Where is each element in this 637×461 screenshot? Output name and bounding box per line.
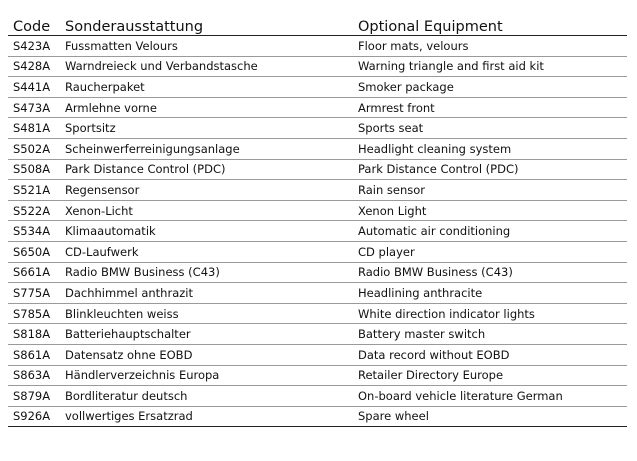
table-row [8,303,627,324]
cell-german: Datensatz ohne EOBD [60,344,353,365]
cell-code: S441A [8,77,60,98]
cell-german: Radio BMW Business (C43) [60,262,353,283]
table-row [8,97,627,118]
table-row [8,365,627,386]
cell-german: Raucherpaket [60,77,353,98]
cell-code: S661A [8,262,60,283]
table-row [8,56,627,77]
cell-english: Headlining anthracite [353,283,627,304]
table-row [8,180,627,201]
cell-code: S879A [8,386,60,407]
cell-english: White direction indicator lights [353,303,627,324]
cell-english: Battery master switch [353,324,627,345]
cell-english: Spare wheel [353,406,627,427]
cell-german: Bordliteratur deutsch [60,386,353,407]
table-row [8,386,627,407]
cell-english: Warning triangle and first aid kit [353,56,627,77]
cell-german: Warndreieck und Verbandstasche [60,56,353,77]
cell-german: Händlerverzeichnis Europa [60,365,353,386]
cell-german: Sportsitz [60,118,353,139]
table-row [8,262,627,283]
cell-code: S521A [8,180,60,201]
cell-code: S508A [8,159,60,180]
cell-german: Regensensor [60,180,353,201]
cell-english: CD player [353,241,627,262]
cell-german: Fussmatten Velours [60,36,353,57]
cell-english: Armrest front [353,97,627,118]
cell-english: Automatic air conditioning [353,221,627,242]
cell-code: S423A [8,36,60,57]
cell-english: Rain sensor [353,180,627,201]
cell-english: Sports seat [353,118,627,139]
cell-english: Retailer Directory Europe [353,365,627,386]
cell-code: S785A [8,303,60,324]
cell-code: S861A [8,344,60,365]
cell-german: Blinkleuchten weiss [60,303,353,324]
cell-english: Data record without EOBD [353,344,627,365]
cell-german: Armlehne vorne [60,97,353,118]
cell-code: S428A [8,56,60,77]
cell-german: Klimaautomatik [60,221,353,242]
cell-german: Scheinwerferreinigungsanlage [60,138,353,159]
cell-english: Floor mats, velours [353,36,627,57]
header-english: Optional Equipment [353,14,627,36]
cell-english: Smoker package [353,77,627,98]
cell-code: S481A [8,118,60,139]
cell-german: Xenon-Licht [60,200,353,221]
header-code: Code [8,14,60,36]
cell-german: Park Distance Control (PDC) [60,159,353,180]
table-row [8,324,627,345]
cell-code: S473A [8,97,60,118]
header-german: Sonderausstattung [60,14,353,36]
equipment-table [8,14,627,427]
cell-code: S818A [8,324,60,345]
cell-german: vollwertiges Ersatzrad [60,406,353,427]
table-row [8,200,627,221]
table-row [8,77,627,98]
cell-english: Park Distance Control (PDC) [353,159,627,180]
table-row [8,344,627,365]
table-row [8,406,627,427]
cell-code: S775A [8,283,60,304]
cell-code: S926A [8,406,60,427]
cell-code: S502A [8,138,60,159]
cell-english: Xenon Light [353,200,627,221]
table-row [8,283,627,304]
cell-code: S650A [8,241,60,262]
table-row [8,241,627,262]
table-body [8,36,627,427]
cell-english: Radio BMW Business (C43) [353,262,627,283]
cell-german: Dachhimmel anthrazit [60,283,353,304]
cell-code: S863A [8,365,60,386]
table-header-row [8,14,627,36]
cell-code: S534A [8,221,60,242]
table-row [8,118,627,139]
cell-english: Headlight cleaning system [353,138,627,159]
table-row [8,221,627,242]
cell-english: On-board vehicle literature German [353,386,627,407]
cell-german: Batteriehauptschalter [60,324,353,345]
cell-code: S522A [8,200,60,221]
table-row [8,138,627,159]
table-row [8,159,627,180]
cell-german: CD-Laufwerk [60,241,353,262]
table-row [8,36,627,57]
